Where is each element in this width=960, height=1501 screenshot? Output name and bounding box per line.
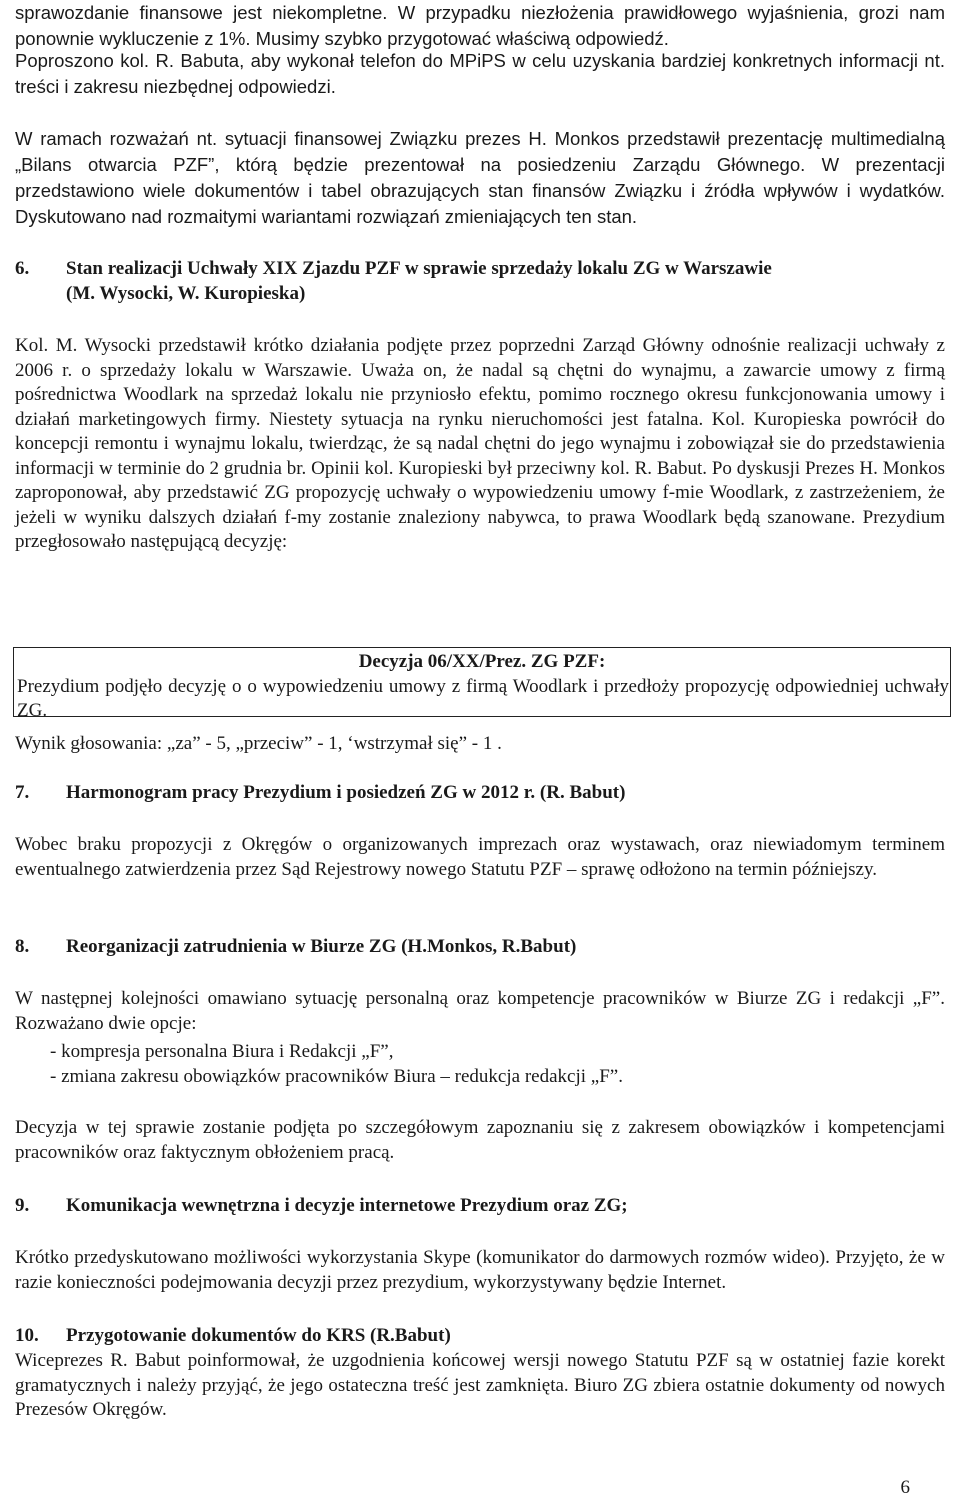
section-7-heading — [15, 781, 945, 806]
section-8-body: W następnej kolejności omawiano sytuację personalną oraz kompetencje pracowników w Biurze ZG i redakcji „F”. Rozważano dwie opcje: — [15, 988, 945, 1034]
section-9-number: 9. — [15, 1195, 30, 1216]
decision-box — [13, 647, 951, 721]
option-item-2: - zmiana zakresu obowiązków pracowników Biura – redukcja redakcji „F”. — [50, 1066, 623, 1087]
section-6-title-line1: Stan realizacji Uchwały XIX Zjazdu PZF w sprawie sprzedaży lokalu ZG w Warszawie — [66, 258, 772, 279]
section-7-number: 7. — [15, 782, 30, 803]
decision-text: Prezydium podjęło decyzję o o wypowiedzeniu umowy z firmą Woodlark i przedłoży propozycję odpowiedniej uchwały ZG. — [17, 675, 949, 721]
section-9-body: Krótko przedyskutowano możliwości wykorzystania Skype (komunikator do darmowych rozmów wideo). Przyjęto, że w razie konieczności podejmowania decyzji przez prezydium, wykorzystywany będzie Internet. — [15, 1247, 945, 1293]
paragraph-presentation: W ramach rozważań nt. sytuacji finansowej Związku prezes H. Monkos przedstawił prezentację multimedialną „Bilans otwarcia PZF”, którą będzie prezentował na posiedzeniu Zarządu Głównego. W prezentacji przedstawiono wiele dokumentów i tabel obrazujących stan finansów Związku i źródła wpływów i wydatków. Dyskutowano nad rozmaitymi wariantami rozwiązań zmieniających ten stan. — [15, 128, 945, 227]
vote-result: Wynik głosowania: „za” - 5, „przeciw” - 1, ‘wstrzymał się” - 1 . — [15, 733, 502, 754]
section-8-number: 8. — [15, 936, 30, 957]
section-8-heading — [15, 935, 945, 960]
section-10-title: Przygotowanie dokumentów do KRS (R.Babut) — [66, 1325, 451, 1346]
section-7-body: Wobec braku propozycji z Okręgów o organizowanych imprezach oraz wystawach, oraz niewiadomym terminem ewentualnego zatwierdzenia przez Sąd Rejestrowy nowego Statutu PZF – sprawę odłożono na termin późniejszy. — [15, 834, 945, 880]
section-10-heading — [15, 1324, 945, 1349]
option-item-1: - kompresja personalna Biura i Redakcji „F”, — [50, 1041, 394, 1062]
page-number: 6 — [900, 1477, 910, 1498]
section-10-number: 10. — [15, 1325, 39, 1346]
section-7-title: Harmonogram pracy Prezydium i posiedzeń ZG w 2012 r. (R. Babut) — [66, 782, 626, 803]
paragraph-intro-2: Poproszono kol. R. Babuta, aby wykonał telefon do MPiPS w celu uzyskania bardziej konkretnych informacji nt. treści i zakresu niezbędnej odpowiedzi. — [15, 50, 945, 97]
paragraph-intro-1: sprawozdanie finansowe jest niekompletne. W przypadku niezłożenia prawidłowego wyjaśnienia, grozi nam ponownie wykluczenie z 1%. Musimy szybko przygotować właściwą odpowiedź. — [15, 2, 945, 49]
section-6-heading — [15, 257, 945, 306]
section-8-closing: Decyzja w tej sprawie zostanie podjęta po szczegółowym zapoznaniu się z zakresem obowiązków i kompetencjami pracowników oraz faktycznym obłożeniem pracą. — [15, 1117, 945, 1163]
decision-title: Decyzja 06/XX/Prez. ZG PZF: — [358, 651, 606, 672]
section-6-title-line2: (M. Wysocki, W. Kuropieska) — [66, 282, 306, 304]
section-6-body: Kol. M. Wysocki przedstawił krótko działania podjęte przez poprzedni Zarząd Główny odnośnie realizacji uchwały z 2006 r. o sprzedaży lokalu w Warszawie. Uważa on, że nadal są chętni do wynajmu, a zawarcie umowy z firmą pośrednictwa Woodlark na sprzedaż lokalu nie przyniosło efektu, pomimo rocznego okresu funkcjonowania umowy i działań marketingowych firmy. Niestety sytuacja na rynku nieruchomości jest fatalna. Kol. Kuropieska powrócił do koncepcji remontu i wynajmu lokalu, twierdząc, że są nadal chętni do jego wynajmu i zobowiązał sie do przedstawienia informacji w terminie do 2 grudnia br. Opinii kol. Kuropieski był przeciwny kol. R. Babut. Po dyskusji Prezes H. Monkos zaproponował, aby przedstawić ZG propozycję uchwały o wypowiedzeniu umowy f-mie Woodlark, z zastrzeżeniem, że jeżeli w wyniku dalszych działań f-my zostanie znaleziony nabywca, to prawa Woodlark będą szanowane. Prezydium przegłosowało następującą decyzję: — [15, 335, 945, 552]
section-8-title: Reorganizacji zatrudnienia w Biurze ZG (H.Monkos, R.Babut) — [66, 936, 577, 957]
section-6-number: 6. — [15, 258, 30, 279]
section-9-heading — [15, 1194, 945, 1219]
section-9-title: Komunikacja wewnętrzna i decyzje internetowe Prezydium oraz ZG; — [66, 1195, 628, 1216]
section-10-body: Wiceprezes R. Babut poinformował, że uzgodnienia końcowej wersji nowego Statutu PZF są w ostatniej fazie korekt gramatycznych i należy przyjąć, że jego ostateczna treść jest zamknięta. Biuro ZG zbiera ostatnie dokumenty od nowych Prezesów Okręgów. — [15, 1350, 945, 1420]
